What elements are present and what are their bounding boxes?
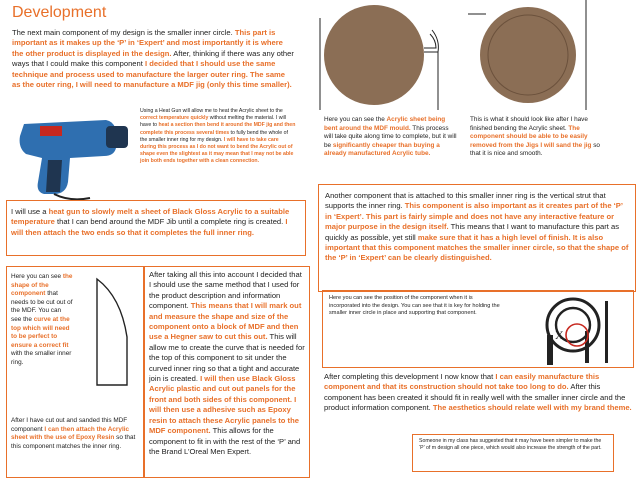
position-box [322, 290, 634, 368]
page-title: Development [12, 4, 107, 21]
shape-caption [11, 273, 73, 368]
shape-highlight-2: curve at the top which will need to be perfect to ensure a correct fit [11, 315, 70, 349]
heat-gun-summary-box [6, 200, 306, 256]
finished-highlight: The component should be able to be easily removed from the Jigs I will sand the jig [470, 124, 592, 149]
finished-ring-circle [480, 7, 576, 103]
method-highlight-2: I will then use Black Gloss Acrylic plastic and cut out panels for the front and both sides of this component. I will then use a adhesive such as Epoxy resin to attach these Acrylic panels to the MDF component. [149, 374, 299, 436]
conclusion-paragraph [324, 372, 632, 414]
method-box [144, 266, 310, 478]
strut-text-2: This means that I want to manufacture this part as quickly as possible, yet still [325, 222, 620, 242]
ring-images [316, 0, 636, 118]
shape-text: Here you can see [11, 273, 63, 280]
method-text-3: This allows for the component to fit in with the rest of the ‘P’ and the Brand L’Oreal Men Expert. [149, 426, 301, 456]
strut-text: Another component that is attached to this smaller inner ring is the vertical strut that supports the inner ring. [325, 191, 606, 211]
cutout-caption [11, 417, 141, 451]
intro-highlight: This part is important as it makes up the ‘P’ in ‘Expert’ and most importantly it is where the other product is displayed in the design. [12, 28, 283, 58]
cutout-text-2: so that this component matches the inner ring. [11, 434, 136, 450]
heat-gun-highlight: correct temperature quickly [140, 115, 209, 122]
component-shape-drawing [91, 277, 141, 389]
acrylic-text: Here you can see the [324, 116, 387, 123]
cutout-text: After I have cut out and sanded this MDF component [11, 417, 128, 433]
intro-highlight-2: I decided that I should use the same technique and process used to manufacture the larger outer ring. The same as the outer ring, I will need to manufacture a MDF jig (only this time smaller). [12, 59, 292, 90]
heat-gun-text-3: to fully bend the whole of the smaller inner ring for my design. [140, 129, 288, 143]
method-highlight: This means that I will mark out and measure the shape and size of the component onto a block of MDF and then use a Hegner saw to cut this out. [149, 301, 302, 342]
shape-highlight: the shape of the component [11, 273, 73, 298]
finished-text-2: so that it is nice and smooth. [470, 141, 600, 158]
assembled-design-drawing [533, 295, 629, 367]
acrylic-bent-circle [324, 5, 424, 105]
heat-gun-explanation [140, 108, 296, 166]
acrylic-text-2: This process will take quite along time to complete, but it will be [324, 124, 457, 149]
cutout-highlight: I can then attach the Acrylic sheet with the use of Epoxy Resin [11, 425, 130, 442]
heat-gun-image [10, 110, 138, 202]
method-text-2: This will allow me to create the curve that is needed for the top of this component to sit under the curved inner ring so that a tight and accurate join is created. [149, 332, 305, 384]
svg-text:X: X [555, 328, 564, 342]
strut-box [318, 184, 636, 292]
summary-highlight: heat gun to slowly melt a sheet of Black Gloss Acrylic to a suitable temperature [11, 207, 290, 227]
intro-paragraph [12, 28, 294, 90]
shape-text-3: with the smaller inner ring. [11, 350, 72, 366]
summary-highlight-2: I will then attach the two ends so that it completes the full inner ring. [11, 217, 288, 237]
conclusion-text: After completing this development I now know that [324, 372, 496, 381]
conclusion-highlight-2: The aesthetics should relate well with my brand theme. [432, 403, 632, 413]
strut-highlight: This component is also important as it creates part of the ‘P’ in ‘Expert’. This part is fairly simple and does not have any interactive feature or major purpose in the design itself. [325, 201, 623, 232]
position-caption: Here you can see the position of the component when it is incorporated into the design. You can see that it is key for holding the smaller inner circle in place and supporting that component. [329, 295, 500, 317]
heat-gun-highlight-2: heat a section then bend it around the MDF jig and then complete this process several times [140, 122, 296, 136]
summary-text: I will use a [11, 207, 49, 216]
heat-gun-highlight-3: I will have to take care during this process as I do not want to bend the Acrylic out of shape even the slightest as it may mean that I may not be able join both ends together with a clean connection. [140, 136, 294, 165]
heat-gun-text: Using a Heat Gun will allow me to heat the Acrylic sheet to the [140, 108, 283, 114]
component-shape-box [6, 266, 144, 478]
finished-look-caption [470, 116, 610, 159]
heat-gun-text-2: without melting the material. I will have to [140, 115, 286, 129]
acrylic-bent-caption [324, 116, 458, 159]
suggestion-text: Someone in my class has suggested that it may have been simpler to make the ‘P’ of m design all one piece, which would also increase the strength of the part. [419, 438, 602, 452]
shape-text-2: that needs to be cut out of the MDF. You can see the [11, 290, 73, 323]
intro-text: The next main component of my design is the smaller inner circle. [12, 28, 235, 37]
intro-text-2: After, thinking if there was any other ways that I could make this component [12, 48, 294, 69]
strut-highlight-2: make sure that it has a high level of finish. It is also important that this component matches the smaller inner circle, so that the shape of the ‘P’ in ‘Expert’ can be clearly distinguished. [325, 232, 629, 263]
method-text: After taking all this into account I decided that I should use the same method that I used for the product description and information component. [149, 270, 302, 311]
summary-text-2: that I can bend around the MDF Jib until a complete ring is created. [54, 217, 286, 227]
conclusion-highlight: I can easily manufacture this component and that its construction should not take too long to do. [324, 372, 600, 392]
acrylic-highlight: Acrylic sheet being bent around the MDF mould. [324, 116, 446, 132]
suggestion-box [412, 434, 614, 472]
acrylic-highlight-2: significantly cheaper than buying a already manufactured Acrylic tube. [324, 141, 440, 158]
conclusion-text-2: After this component has been created it should fit in really well with the smaller inner circle and the product information component. [324, 382, 626, 413]
finished-text: This is what it should look like after I have finished bending the Acrylic sheet. [470, 116, 588, 132]
